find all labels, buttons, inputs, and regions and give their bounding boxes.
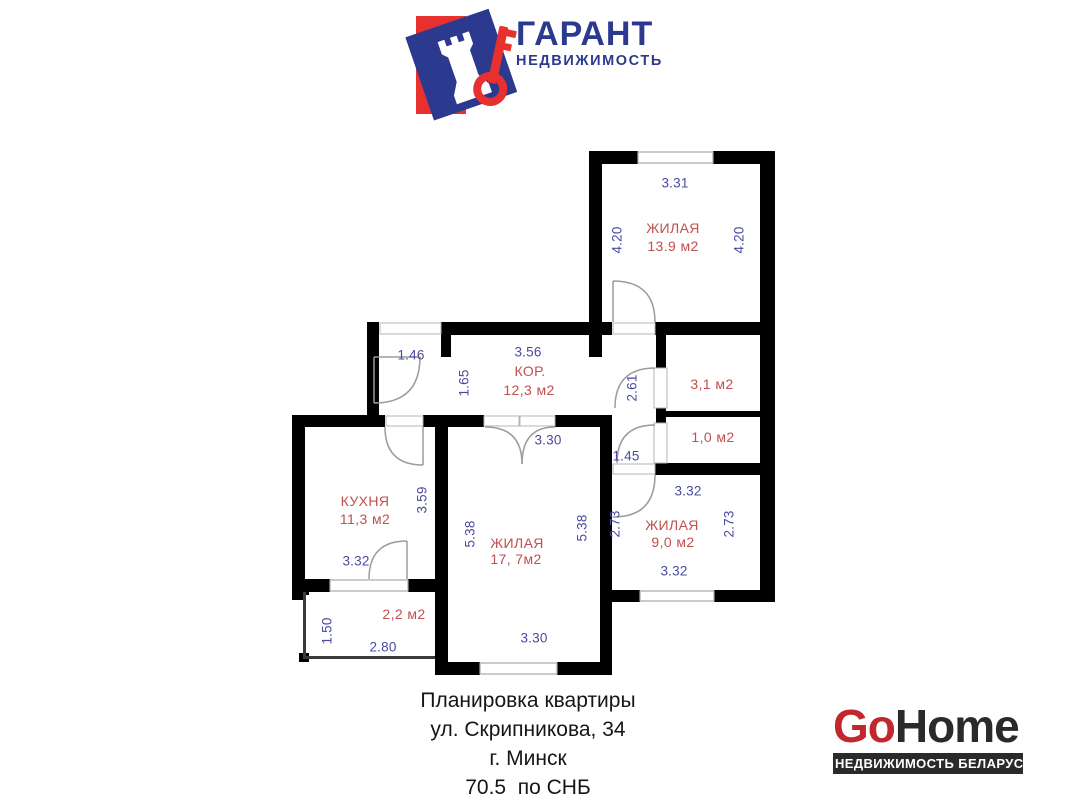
label-wc-area: 1,0 м2: [691, 429, 735, 445]
label-kitchen-area: 11,3 м2: [339, 511, 391, 527]
label-roomtop-area: 13.9 м2: [647, 238, 699, 254]
gohome-logo: [833, 700, 1034, 774]
caption-line-title: Планировка квартиры: [420, 689, 636, 712]
dim-roomsmall-top: 3.32: [674, 483, 702, 499]
label-corridor-area: 12,3 м2: [503, 382, 555, 398]
dim-kitchen-bottom: 3.32: [342, 553, 370, 569]
gohome-tagline: НЕДВИЖИМОСТЬ БЕЛАРУСИ: [833, 753, 1023, 774]
garant-title: ГАРАНТ: [516, 15, 654, 53]
dim-corridor-width: 3.56: [514, 344, 542, 360]
label-balcony-area: 2,2 м2: [382, 606, 426, 622]
window-room-small: [640, 591, 714, 601]
label-roomsmall-area: 9,0 м2: [651, 534, 695, 550]
label-living-area: 17, 7м2: [490, 551, 542, 567]
window-living: [480, 663, 557, 674]
label-roomsmall-name: ЖИЛАЯ: [645, 517, 699, 533]
dim-roomtop-right: 4.20: [731, 226, 747, 254]
caption-line-area: 70.5 по СНБ: [465, 776, 591, 799]
gohome-go: Go: [833, 700, 895, 752]
label-living-name: ЖИЛАЯ: [490, 535, 544, 551]
caption-line-city: г. Минск: [489, 747, 567, 770]
caption-line-address: ул. Скрипникова, 34: [430, 718, 626, 741]
dim-living-left: 5.38: [462, 520, 478, 548]
dim-roomtop-left: 4.20: [609, 226, 625, 254]
dim-corridor-bottom: 1.45: [612, 448, 640, 464]
dim-corridor-side: 1.65: [456, 369, 472, 397]
dim-balcony-bottom: 2.80: [369, 639, 397, 655]
dim-living-top: 3.30: [534, 432, 562, 448]
dim-living-bottom: 3.30: [520, 630, 548, 646]
dim-roomsmall-left: 2.73: [607, 510, 623, 538]
dim-roomsmall-bottom: 3.32: [660, 563, 688, 579]
gohome-home: Home: [894, 700, 1019, 752]
label-roomtop-name: ЖИЛАЯ: [646, 220, 700, 236]
dim-corridor-vert: 2.61: [624, 374, 640, 402]
window-room-top: [638, 152, 713, 163]
label-bathroom-area: 3,1 м2: [690, 376, 734, 392]
dim-roomsmall-right: 2.73: [721, 510, 737, 538]
window-kitchen: [330, 580, 408, 591]
dim-balcony-left: 1.50: [319, 617, 335, 645]
dim-living-right: 5.38: [574, 514, 590, 542]
caption: [330, 686, 726, 800]
gohome-wordmark: [833, 700, 1023, 752]
dim-roomtop-width: 3.31: [661, 175, 689, 191]
dim-kitchen-side: 3.59: [414, 486, 430, 514]
garant-subtitle: НЕДВИЖИМОСТЬ: [516, 53, 663, 69]
dim-entry-door: 1.46: [397, 347, 425, 363]
label-kitchen-name: КУХНЯ: [340, 493, 390, 509]
label-corridor-name: КОР.: [514, 363, 546, 379]
